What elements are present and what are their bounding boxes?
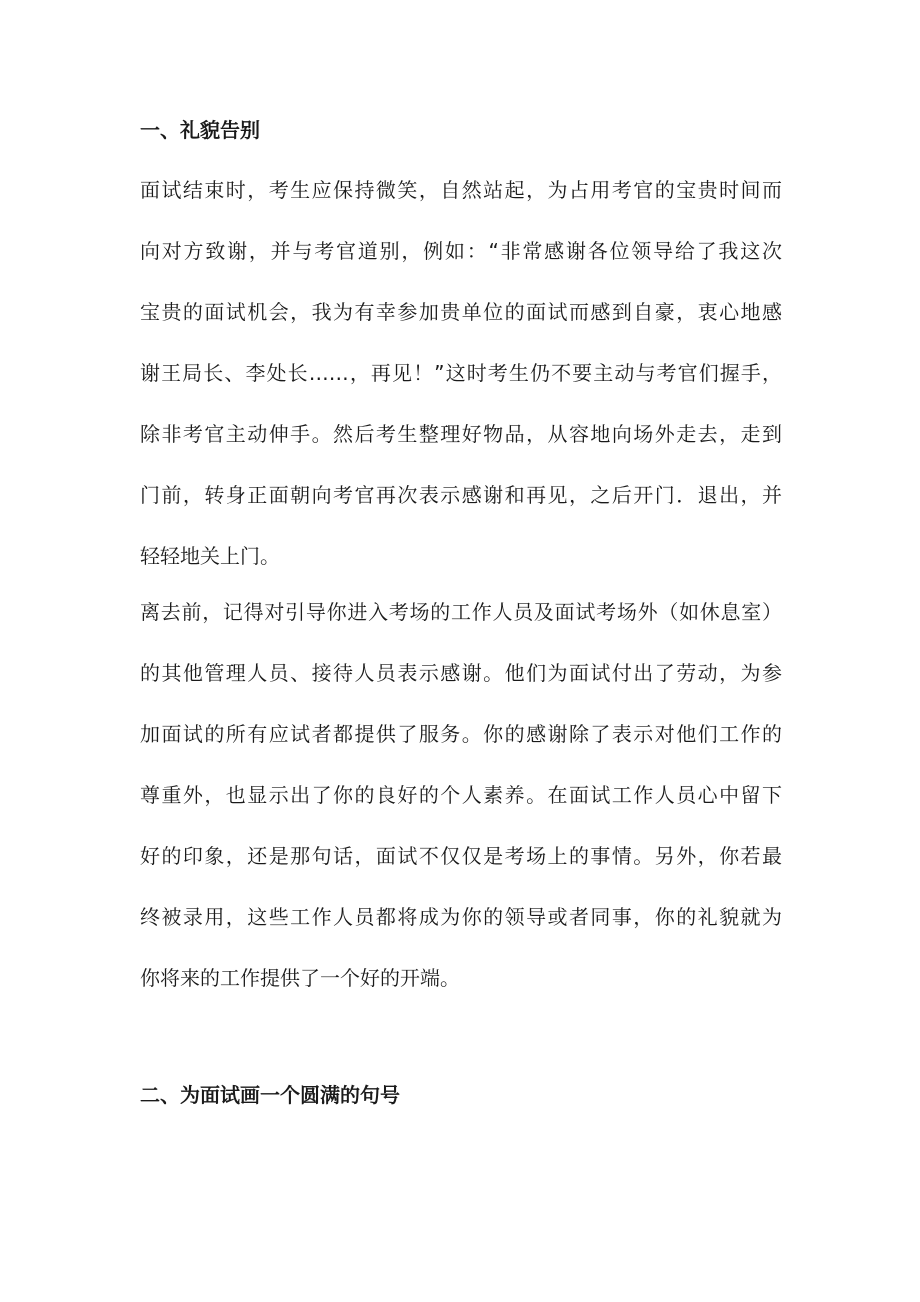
paragraph-line: 好的印象，还是那句话，面试不仅仅是考场上的事情。另外，你若最 — [140, 844, 782, 868]
section1-paragraph-2 — [140, 598, 782, 1025]
paragraph-line: 你将来的工作提供了一个好的开端。 — [140, 966, 460, 990]
paragraph-line: 轻轻地关上门。 — [140, 544, 280, 568]
section1-heading: 一、礼貌告别 — [140, 118, 260, 142]
paragraph-line: 终被录用，这些工作人员都将成为你的领导或者同事，你的礼貌就为 — [140, 905, 782, 929]
paragraph-line: 宝贵的面试机会，我为有幸参加贵单位的面试而感到自豪，衷心地感 — [140, 300, 782, 324]
paragraph-line: 的其他管理人员、接待人员表示感谢。他们为面试付出了劳动，为参 — [140, 661, 782, 685]
paragraph-line: 面试结束时，考生应保持微笑，自然站起，为占用考官的宝贵时间而 — [140, 178, 782, 202]
paragraph-line: 向对方致谢，并与考官道别，例如：“非常感谢各位领导给了我这次 — [140, 239, 782, 263]
paragraph-line: 除非考官主动伸手。然后考生整理好物品，从容地向场外走去，走到 — [140, 422, 782, 446]
paragraph-line: 门前，转身正面朝向考官再次表示感谢和再见，之后开门．退出，并 — [140, 483, 782, 507]
paragraph-line: 离去前，记得对引导你进入考场的工作人员及面试考场外（如休息室） — [140, 600, 782, 624]
paragraph-line: 谢王局长、李处长……，再见！”这时考生仍不要主动与考官们握手， — [140, 361, 782, 385]
section2-heading: 二、为面试画一个圆满的句号 — [140, 1083, 400, 1107]
paragraph-line: 尊重外，也显示出了你的良好的个人素养。在面试工作人员心中留下 — [140, 783, 782, 807]
paragraph-line: 加面试的所有应试者都提供了服务。你的感谢除了表示对他们工作的 — [140, 722, 782, 746]
section1-paragraph-1 — [140, 176, 782, 603]
